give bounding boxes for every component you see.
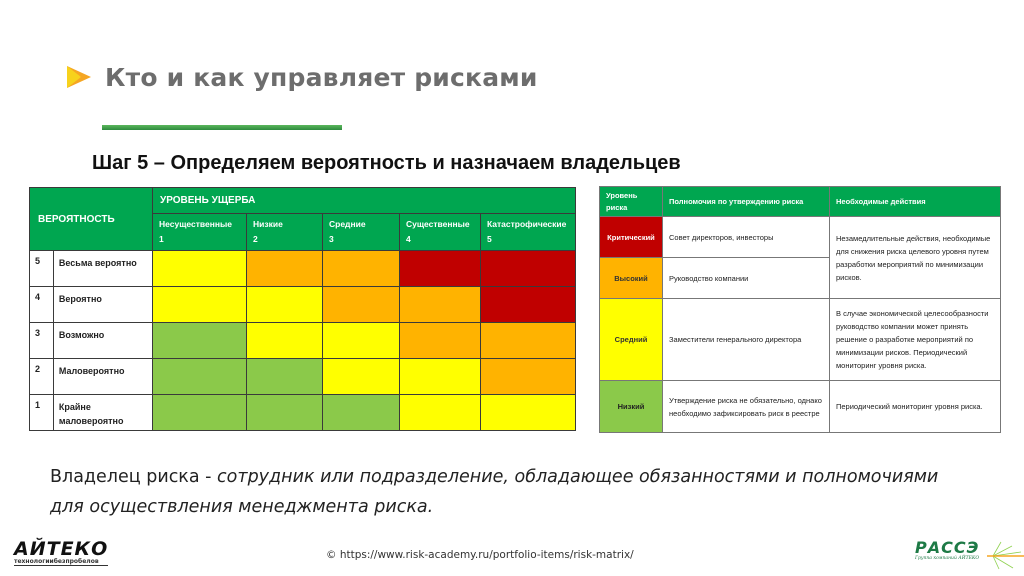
damage-level-3 bbox=[323, 214, 400, 251]
damage-level-label: Несущественные bbox=[159, 219, 232, 229]
damage-level-4 bbox=[400, 214, 481, 251]
risk-cell-medium bbox=[481, 395, 576, 431]
aiteko-logo bbox=[14, 540, 108, 566]
definition-text: сотрудник или подразделение, обладающее обязанностями и полномочиями для осуществления менеджмента риска. bbox=[50, 467, 939, 517]
probability-number: 5 bbox=[30, 251, 54, 287]
probability-number: 2 bbox=[30, 359, 54, 395]
aiteko-tagline: технологиибезпробелов bbox=[14, 558, 108, 566]
damage-level-number: 4 bbox=[406, 234, 411, 244]
spark-icon bbox=[987, 540, 1024, 570]
damage-level-number: 2 bbox=[253, 234, 258, 244]
probability-number: 4 bbox=[30, 287, 54, 323]
probability-label: Весьма вероятно bbox=[53, 251, 152, 287]
rasse-logo bbox=[915, 540, 979, 561]
damage-level-label: Низкие bbox=[253, 219, 283, 229]
risk-cell-medium bbox=[323, 359, 400, 395]
risk-cell-low bbox=[247, 395, 323, 431]
damage-level-1 bbox=[153, 214, 247, 251]
risk-cell-high bbox=[481, 359, 576, 395]
risk-cell-medium bbox=[400, 395, 481, 431]
damage-level-5 bbox=[481, 214, 576, 251]
risk-cell-critical bbox=[481, 251, 576, 287]
authority-low: Утверждение риска не обязательно, однако необходимо зафиксировать риск в реестре bbox=[663, 381, 830, 433]
matrix-row bbox=[30, 359, 576, 395]
risk-cell-low bbox=[153, 323, 247, 359]
header-risk-level: Уровень риска bbox=[600, 187, 663, 217]
action-critical-high: Незамедлительные действия, необходимые для снижения риска целевого уровня путем разработки мероприятий по минимизации рисков. bbox=[830, 217, 1001, 299]
damage-level-label: Катастрофические bbox=[487, 219, 567, 229]
risk-cell-high bbox=[400, 323, 481, 359]
action-medium: В случае экономической целесообразности руководство компании может принять решение о разработке мероприятий по минимизации рисков. Периодический мониторинг уровня риска. bbox=[830, 299, 1001, 381]
damage-header: УРОВЕНЬ УЩЕРБА bbox=[153, 188, 576, 214]
authority-medium: Заместители генерального директора bbox=[663, 299, 830, 381]
rasse-logo-text: РАССЭ bbox=[915, 538, 980, 557]
risk-cell-medium bbox=[153, 251, 247, 287]
step-title: Шаг 5 – Определяем вероятность и назначаем владельцев bbox=[92, 152, 681, 174]
risk-cell-medium bbox=[247, 287, 323, 323]
probability-number: 3 bbox=[30, 323, 54, 359]
probability-label: Маловероятно bbox=[53, 359, 152, 395]
risk-cell-low bbox=[323, 395, 400, 431]
risk-cell-medium bbox=[400, 359, 481, 395]
matrix-row bbox=[30, 323, 576, 359]
risk-cell-critical bbox=[400, 251, 481, 287]
level-low: Низкий bbox=[600, 381, 663, 433]
authority-high: Руководство компании bbox=[663, 258, 830, 299]
play-arrow-icon bbox=[67, 66, 91, 88]
matrix-row bbox=[30, 251, 576, 287]
header-authority: Полномочия по утверждению риска bbox=[663, 187, 830, 217]
slide-title: Кто и как управляет рисками bbox=[105, 62, 538, 92]
damage-level-number: 1 bbox=[159, 234, 164, 244]
slide-title-row bbox=[67, 60, 538, 94]
risk-cell-high bbox=[323, 251, 400, 287]
risk-cell-low bbox=[153, 359, 247, 395]
aiteko-logo-text: АЙТЕКО bbox=[14, 538, 109, 560]
damage-level-number: 3 bbox=[329, 234, 334, 244]
risk-cell-critical bbox=[481, 287, 576, 323]
probability-label: Крайне маловероятно bbox=[53, 395, 152, 431]
risk-cell-low bbox=[247, 359, 323, 395]
responsibility-table bbox=[599, 186, 1001, 433]
risk-cell-medium bbox=[153, 287, 247, 323]
probability-header: ВЕРОЯТНОСТЬ bbox=[30, 188, 153, 251]
header-actions: Необходимые действия bbox=[830, 187, 1001, 217]
risk-cell-high bbox=[247, 251, 323, 287]
risk-cell-high bbox=[481, 323, 576, 359]
level-high: Высокий bbox=[600, 258, 663, 299]
risk-cell-high bbox=[400, 287, 481, 323]
matrix-row bbox=[30, 395, 576, 431]
probability-label: Вероятно bbox=[53, 287, 152, 323]
title-underline bbox=[102, 125, 342, 130]
probability-number: 1 bbox=[30, 395, 54, 431]
definition-term: Владелец риска - bbox=[50, 467, 218, 487]
risk-owner-definition bbox=[50, 462, 950, 522]
risk-cell-high bbox=[323, 287, 400, 323]
damage-level-label: Существенные bbox=[406, 219, 470, 229]
risk-cell-medium bbox=[323, 323, 400, 359]
damage-level-label: Средние bbox=[329, 219, 366, 229]
level-critical: Критический bbox=[600, 217, 663, 258]
action-low: Периодический мониторинг уровня риска. bbox=[830, 381, 1001, 433]
matrix-row bbox=[30, 287, 576, 323]
risk-cell-medium bbox=[247, 323, 323, 359]
rasse-tagline: Группа компаний АЙТЕКО bbox=[915, 556, 980, 561]
risk-cell-low bbox=[153, 395, 247, 431]
damage-level-2 bbox=[247, 214, 323, 251]
level-medium: Средний bbox=[600, 299, 663, 381]
source-link[interactable]: © https://www.risk-academy.ru/portfolio-items/risk-matrix/ bbox=[326, 549, 634, 561]
authority-critical: Совет директоров, инвесторы bbox=[663, 217, 830, 258]
risk-matrix bbox=[29, 187, 576, 431]
probability-label: Возможно bbox=[53, 323, 152, 359]
damage-level-number: 5 bbox=[487, 234, 492, 244]
